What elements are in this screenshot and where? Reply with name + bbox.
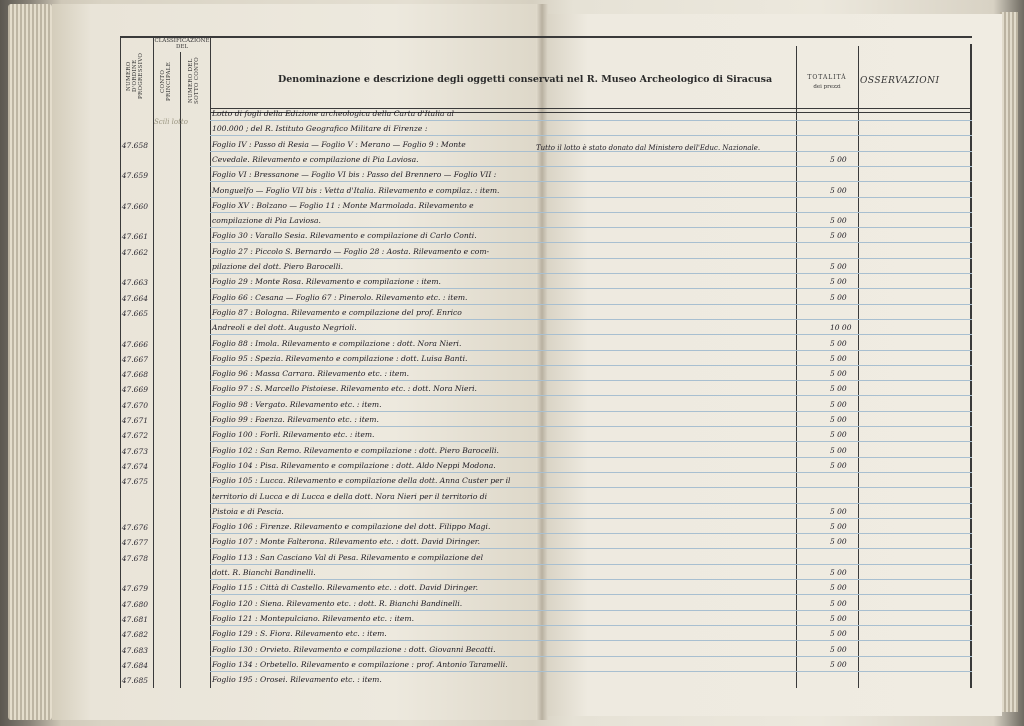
col-rule-numero (153, 36, 154, 688)
entry-description-line: Foglio 107 : Monte Falterona. Rilevamento etc. : dott. David Diringer. (212, 537, 481, 547)
entry-price: 5 00 (830, 445, 847, 455)
entry-price: 5 00 (830, 369, 847, 379)
entry-number: 47.680 (121, 599, 148, 609)
entry-description-line: Foglio 113 : San Casciano Val di Pesa. Rilevamento e compilazione del (212, 552, 484, 562)
header-totalita: TOTALITÀ (807, 74, 847, 81)
entry-price: 5 00 (830, 598, 847, 608)
entry-description-line: Foglio 96 : Massa Carrara. Rilevamento etc. : item. (212, 369, 410, 379)
col-rule-conto (180, 52, 181, 688)
entry-price: 5 00 (830, 415, 847, 424)
entry-price: 5 00 (830, 231, 847, 241)
ruled-line (210, 594, 972, 595)
entry-description-line: Foglio 66 : Cesana — Foglio 67 : Pinerolo. Rilevamento etc. : item. (212, 292, 468, 302)
entry-number: 47.665 (121, 308, 148, 318)
ledger-table (120, 36, 972, 688)
ruled-line (210, 533, 972, 534)
entry-description-line: Foglio 102 : San Remo. Rilevamento e compilazione : dott. Piero Barocelli. (212, 445, 499, 455)
ruled-line (210, 135, 972, 136)
ruled-line (210, 258, 972, 259)
ruled-line (210, 441, 972, 442)
ruled-line (210, 288, 972, 289)
entry-price: 5 00 (830, 399, 847, 409)
entry-description-line: dott. R. Bianchi Bandinelli. (212, 568, 316, 577)
frame-top-rule (120, 36, 972, 38)
entry-description-line: Foglio 130 : Orvieto. Rilevamento e compilazione : dott. Giovanni Becatti. (212, 644, 496, 654)
entry-number: 47.685 (121, 676, 148, 686)
entry-price: 5 00 (830, 216, 847, 226)
entry-price: 5 00 (830, 644, 847, 654)
entry-description-line: Foglio 106 : Firenze. Rilevamento e compilazione del dott. Filippo Magi. (212, 522, 491, 532)
entry-number: 47.682 (121, 630, 148, 640)
ruled-line (210, 273, 972, 274)
ruled-line (210, 304, 972, 305)
header-classificazione: CLASSIFICAZIONE DEL (154, 38, 210, 50)
entry-description-line: Foglio 30 : Varallo Sesia. Rilevamento e compilazione di Carlo Conti. (212, 231, 477, 241)
ruled-line (210, 503, 972, 504)
entry-price: 5 00 (830, 277, 847, 287)
entry-number: 47.679 (121, 584, 148, 594)
entry-number: 47.662 (121, 247, 148, 257)
ruled-line (210, 579, 972, 580)
ruled-line (210, 197, 972, 198)
left-page-edges (8, 4, 52, 720)
ruled-line (210, 548, 972, 549)
entry-price: 5 00 (830, 338, 847, 348)
entry-description-line: Foglio 87 : Bologna. Rilevamento e compilazione del prof. Enrico (212, 307, 462, 317)
entry-price: 5 00 (830, 292, 847, 302)
ruled-line (210, 518, 972, 519)
entry-price: 5 00 (830, 659, 847, 669)
header-prezzi: dei prezzi (813, 84, 841, 90)
entry-description-line: Foglio 105 : Lucca. Rilevamento e compilazione della dott. Anna Custer per il (212, 476, 511, 486)
ruled-line (210, 656, 972, 657)
ruled-line (210, 472, 972, 473)
ruled-line (210, 395, 972, 396)
entry-number: 47.663 (121, 278, 148, 288)
right-page-edges (1000, 12, 1018, 712)
entry-number: 47.668 (121, 370, 148, 380)
entry-description-line: Foglio 97 : S. Marcello Pistoiese. Rilevamento etc. : dott. Nora Nieri. (212, 384, 477, 394)
entry-description-line: Foglio 88 : Imola. Rilevamento e compilazione : dott. Nora Nieri. (212, 338, 462, 348)
entry-description-line: Foglio XV : Bolzano — Foglio 11 : Monte Marmolada. Rilevamento e (212, 200, 474, 210)
intro-line: Lotto di fogli della Edizione archeologica della Carta d'Italia al (212, 109, 454, 118)
entry-description-line: Foglio 134 : Orbetello. Rilevamento e compilazione : prof. Antonio Taramelli. (212, 659, 508, 669)
entry-number: 47.660 (121, 201, 148, 211)
entry-description-line: Foglio 195 : Orosei. Rilevamento etc. : item. (212, 675, 382, 685)
entry-number: 47.658 (121, 140, 148, 150)
ruled-line (210, 334, 972, 335)
ruled-line (210, 151, 972, 152)
entry-number: 47.677 (121, 538, 148, 548)
col-rule-classificazione (210, 36, 211, 688)
entry-number: 47.667 (121, 354, 148, 364)
entry-description-line: Foglio VI : Bressanone — Foglio VI bis : Passo del Brennero — Foglio VII : (212, 170, 497, 180)
intro-line: 100.000 ; del R. Istituto Geografico Militare di Firenze : (212, 124, 428, 134)
entry-number: 47.674 (121, 461, 148, 471)
entry-price: 5 00 (830, 613, 847, 623)
ruled-line (210, 181, 972, 182)
ruled-line (210, 487, 972, 488)
header-numero: NUMERO D'ORDINE PROGRESSIVO (126, 52, 144, 100)
ruled-line (210, 671, 972, 672)
entry-number: 47.681 (121, 614, 148, 624)
entry-description-line: Foglio 99 : Faenza. Rilevamento etc. : item. (212, 415, 379, 424)
entry-description-line: Andreoli e del dott. Augusto Negrioli. (212, 323, 357, 333)
entry-price: 5 00 (830, 384, 847, 394)
entry-price: 5 00 (830, 629, 847, 639)
ruled-line (210, 564, 972, 565)
entry-description-line: territorio di Lucca e di Lucca e della dott. Nora Nieri per il territorio di (212, 491, 488, 501)
entry-number: 47.683 (121, 645, 148, 655)
entry-description-line: Foglio 121 : Montepulciano. Rilevamento etc. : item. (212, 613, 415, 623)
ruled-line (210, 380, 972, 381)
ruled-line (210, 610, 972, 611)
col-rule-osservazioni (858, 46, 859, 688)
entry-price: 5 00 (830, 430, 847, 440)
entry-description-line: Foglio 120 : Siena. Rilevamento etc. : dott. R. Bianchi Bandinelli. (212, 598, 463, 608)
page-title: Denominazione e descrizione degli oggetti conservati nel R. Museo Archeologico di Siracusa (278, 74, 773, 85)
entry-description-line: Cevedale. Rilevamento e compilazione di Pia Laviosa. (212, 154, 419, 164)
entry-description-line: Foglio 27 : Piccolo S. Bernardo — Foglio 28 : Aosta. Rilevamento e com- (212, 246, 490, 256)
entry-number: 47.678 (121, 553, 148, 563)
entry-number: 47.670 (121, 400, 148, 410)
ruled-line (210, 426, 972, 427)
entry-description-line: Foglio 98 : Vergato. Rilevamento etc. : item. (212, 399, 382, 409)
entry-description-line: Foglio 95 : Spezia. Rilevamento e compilazione : dott. Luisa Banti. (212, 353, 468, 363)
entry-number: 47.675 (121, 477, 148, 487)
entry-price: 5 00 (830, 568, 847, 577)
header-conto: CONTO PRINCIPALE (160, 61, 172, 101)
entry-price: 5 00 (830, 583, 847, 593)
header-sottoconto: NUMERO DEL SOTTO CONTO (188, 57, 200, 105)
entry-description-line: Foglio IV : Passo di Resia — Foglio V : Merano — Foglio 9 : Monte (212, 139, 466, 149)
entry-number: 47.661 (121, 232, 148, 242)
ruled-line (210, 350, 972, 351)
entry-number: 47.672 (121, 431, 148, 441)
col-rule-totalita (796, 46, 797, 688)
entry-number: 47.664 (121, 293, 148, 303)
entry-price: 5 00 (830, 154, 847, 164)
entry-price: 5 00 (830, 353, 847, 363)
entry-description-line: compilazione di Pia Laviosa. (212, 216, 321, 226)
ruled-line (210, 166, 972, 167)
entry-number: 47.666 (121, 339, 148, 349)
entry-description-line: Foglio 29 : Monte Rosa. Rilevamento e compilazione : item. (212, 277, 441, 287)
ruled-line (210, 640, 972, 641)
entry-number: 47.659 (121, 171, 148, 181)
entry-description-line: Monguelfo — Foglio VII bis : Vetta d'Italia. Rilevamento e compilaz. : item. (212, 185, 500, 195)
entry-description-line: pilazione del dott. Piero Barocelli. (212, 262, 344, 271)
entry-description-line: Foglio 100 : Forlì. Rilevamento etc. : item. (212, 430, 375, 440)
entry-price: 5 00 (830, 262, 847, 271)
ruled-line (210, 625, 972, 626)
entry-number: 47.671 (121, 416, 148, 425)
header-osservazioni: OSSERVAZIONI (860, 76, 940, 86)
entry-description-line: Foglio 129 : S. Fiora. Rilevamento etc. : item. (212, 629, 387, 639)
entry-number: 47.676 (121, 523, 148, 533)
entry-price: 5 00 (830, 537, 847, 547)
entry-price: 5 00 (830, 522, 847, 532)
ruled-line (210, 411, 972, 412)
ruled-line (210, 212, 972, 213)
margin-note: Scili lotto (154, 118, 188, 126)
ruled-line (210, 227, 972, 228)
entry-number: 47.669 (121, 385, 148, 395)
entry-number: 47.684 (121, 660, 148, 670)
entry-number: 47.673 (121, 446, 148, 456)
entry-description-line: Pistoia e di Pescia. (212, 506, 284, 516)
ruled-line (210, 319, 972, 320)
entry-description-line: Foglio 115 : Città di Castello. Rilevamento etc. : dott. David Diringer. (212, 583, 479, 593)
ruled-line (210, 120, 972, 121)
ruled-line (210, 457, 972, 458)
entry-price: 10 00 (830, 323, 852, 333)
entry-price: 5 00 (830, 506, 847, 516)
ruled-line (210, 365, 972, 366)
entry-price: 5 00 (830, 460, 847, 470)
col-rule-right (970, 44, 972, 688)
entry-price: 5 00 (830, 185, 847, 195)
observation-note: Tutto il lotto è stato donato dal Ministero dell'Educ. Nazionale. (536, 144, 761, 152)
ruled-line (210, 242, 972, 243)
entry-description-line: Foglio 104 : Pisa. Rilevamento e compilazione : dott. Aldo Neppi Modona. (212, 460, 496, 470)
